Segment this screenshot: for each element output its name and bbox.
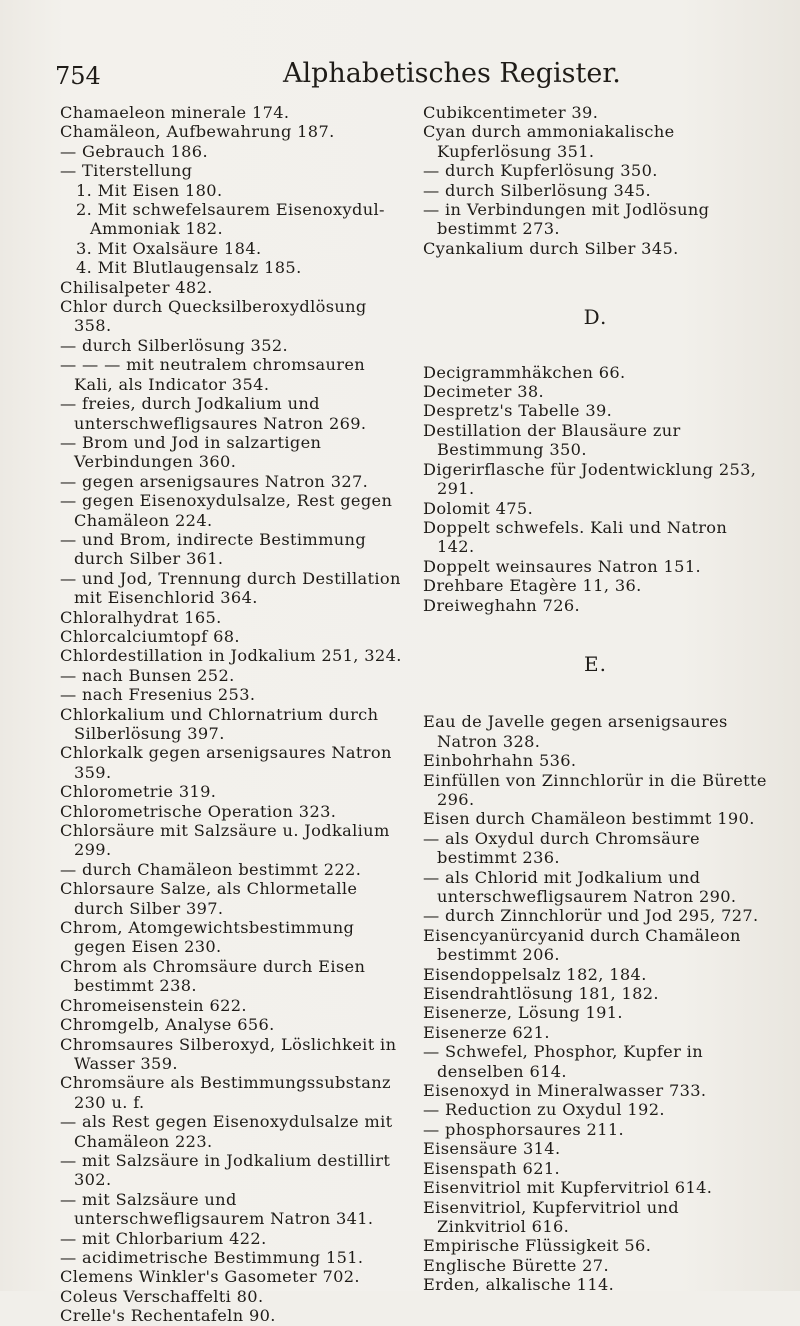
index-entry: — als Oxydul durch Chromsäure bestimmt 236. bbox=[423, 828, 700, 868]
index-entry: — durch Zinnchlorür und Jod 295, 727. bbox=[423, 906, 759, 926]
index-entry: Chamaeleon minerale 174. bbox=[60, 103, 290, 122]
index-entry: Eisen durch Chamäleon bestimmt 190. bbox=[423, 809, 755, 829]
index-entry: — Reduction zu Oxydul 192. bbox=[423, 1100, 665, 1120]
index-entry: Chrom, Atomgewichtsbestimmung gegen Eisen 230. bbox=[60, 918, 355, 957]
index-entry: Cyankalium durch Silber 345. bbox=[423, 238, 679, 258]
section-c-continued bbox=[423, 103, 768, 258]
index-entry: 2. Mit schwefelsaurem Eisenoxydul-Ammoniak 182. bbox=[76, 200, 385, 239]
index-entry: Cubikcentimeter 39. bbox=[423, 103, 599, 122]
index-entry: Drehbare Etagère 11, 36. bbox=[423, 576, 642, 596]
index-entry: Empirische Flüssigkeit 56. bbox=[423, 1236, 652, 1256]
section-d bbox=[423, 363, 768, 615]
index-entry: — — — mit neutralem chromsauren Kali, als Indicator 354. bbox=[60, 355, 366, 394]
index-entry: — mit Chlorbarium 422. bbox=[60, 1228, 267, 1248]
index-entry: Chlordestillation in Jodkalium 251, 324. bbox=[60, 646, 402, 666]
index-entry: Chlor durch Quecksilberoxydlösung 358. bbox=[60, 297, 367, 336]
index-entry: Doppelt weinsaures Natron 151. bbox=[423, 556, 701, 576]
index-entry: — und Brom, indirecte Bestimmung durch Silber 361. bbox=[60, 529, 367, 569]
index-entry: Decimeter 38. bbox=[423, 382, 544, 402]
index-entry: Eisenvitriol mit Kupfervitriol 614. bbox=[423, 1178, 713, 1198]
index-entry: Eisendoppelsalz 182, 184. bbox=[423, 964, 647, 984]
index-entry: Chamäleon, Aufbewahrung 187. bbox=[60, 122, 335, 142]
index-entry: Crelle's Rechentafeln 90. bbox=[60, 1306, 276, 1326]
index-entry: — durch Silberlösung 345. bbox=[423, 180, 652, 200]
index-entry: — in Verbindungen mit Jodlösung bestimmt 273. bbox=[423, 200, 710, 239]
index-entry: Despretz's Tabelle 39. bbox=[423, 401, 613, 421]
index-entry: Erden, alkalische 114. bbox=[423, 1275, 615, 1295]
index-entry: — gegen Eisenoxydulsalze, Rest gegen Chamäleon 224. bbox=[60, 491, 393, 530]
index-entry: Einfüllen von Zinnchlorür in die Bürette 296. bbox=[423, 770, 767, 809]
index-entry: — als Rest gegen Eisenoxydulsalze mit Chamäleon 223. bbox=[60, 1112, 393, 1151]
index-entry: Chlorkalk gegen arsenigsaures Natron 359. bbox=[60, 743, 392, 782]
index-entry: — phosphorsaures 211. bbox=[423, 1119, 624, 1139]
index-entry: — und Jod, Trennung durch Destillation mit Eisenchlorid 364. bbox=[60, 568, 401, 608]
index-entry: 4. Mit Blutlaugensalz 185. bbox=[76, 258, 302, 278]
index-entry: Cyan durch ammoniakalische Kupferlösung 351. bbox=[423, 122, 675, 161]
index-entry: Chlorsaure Salze, als Chlormetalle durch Silber 397. bbox=[60, 879, 358, 918]
index-entry: Dolomit 475. bbox=[423, 498, 534, 518]
index-entry: Eisensäure 314. bbox=[423, 1139, 561, 1159]
index-entry: — freies, durch Jodkalium und unterschwefligsaures Natron 269. bbox=[60, 394, 367, 433]
index-entry: — nach Fresenius 253. bbox=[60, 685, 256, 705]
index-entry: — Gebrauch 186. bbox=[60, 141, 208, 161]
index-entry: Decigrammhäkchen 66. bbox=[423, 362, 626, 382]
section-letter-d: D. bbox=[583, 305, 608, 330]
index-entry: — gegen arsenigsaures Natron 327. bbox=[60, 471, 369, 491]
index-entry: Chlorometrie 319. bbox=[60, 782, 217, 802]
index-entry: Chlorkalium und Chlornatrium durch Silberlösung 397. bbox=[60, 704, 379, 743]
index-entry: — Brom und Jod in salzartigen Verbindungen 360. bbox=[60, 432, 322, 472]
index-entry: Chromsäure als Bestimmungssubstanz 230 u. f. bbox=[60, 1073, 391, 1112]
index-entry: — durch Silberlösung 352. bbox=[60, 335, 289, 355]
index-entry: Eisenspath 621. bbox=[423, 1158, 560, 1178]
index-entry: Eisenerze 621. bbox=[423, 1022, 550, 1042]
index-entry: Digerirflasche für Jodentwicklung 253, 291. bbox=[423, 459, 757, 499]
index-entry: Eisencyanürcyanid durch Chamäleon bestimmt 206. bbox=[423, 925, 741, 965]
index-entry: — nach Bunsen 252. bbox=[60, 665, 235, 685]
index-entry: — mit Salzsäure in Jodkalium destillirt 302. bbox=[60, 1150, 391, 1190]
section-e bbox=[423, 712, 768, 1294]
index-entry: Eisenerze, Lösung 191. bbox=[423, 1003, 623, 1023]
index-entry: Coleus Verschaffelti 80. bbox=[60, 1286, 264, 1306]
index-entry: Eisenvitriol, Kupfervitriol und Zinkvitriol 616. bbox=[423, 1197, 679, 1236]
index-entry: Chlorsäure mit Salzsäure u. Jodkalium 299. bbox=[60, 821, 390, 860]
section-letter-e: E. bbox=[584, 651, 607, 676]
index-entry: Eau de Javelle gegen arsenigsaures Natron 328. bbox=[423, 712, 728, 751]
page-header bbox=[55, 52, 755, 92]
index-entry: — mit Salzsäure und unterschwefligsaurem Natron 341. bbox=[60, 1189, 374, 1229]
index-entry: — durch Chamäleon bestimmt 222. bbox=[60, 859, 362, 879]
index-entry: Chromeisenstein 622. bbox=[60, 995, 247, 1015]
index-entry: — Schwefel, Phosphor, Kupfer in denselben 614. bbox=[423, 1042, 703, 1081]
index-entry: Chlorcalciumtopf 68. bbox=[60, 626, 240, 646]
index-entry: Eisendrahtlösung 181, 182. bbox=[423, 984, 659, 1004]
index-entry: Clemens Winkler's Gasometer 702. bbox=[60, 1267, 360, 1287]
index-entry: Doppelt schwefels. Kali und Natron 142. bbox=[423, 517, 728, 557]
index-entry: Destillation der Blausäure zur Bestimmung 350. bbox=[423, 420, 681, 460]
index-entry: Dreiweghahn 726. bbox=[423, 595, 580, 615]
index-entry: Chilisalpeter 482. bbox=[60, 277, 213, 297]
page-number: 754 bbox=[55, 62, 101, 90]
index-entry: — Titerstellung bbox=[60, 161, 193, 181]
index-entry: Einbohrhahn 536. bbox=[423, 751, 577, 771]
index-entry: — acidimetrische Bestimmung 151. bbox=[60, 1247, 364, 1267]
index-entry: Englische Bürette 27. bbox=[423, 1255, 609, 1275]
index-entry: Chrom als Chromsäure durch Eisen bestimmt 238. bbox=[60, 956, 366, 996]
left-column bbox=[60, 103, 405, 1326]
running-title: Alphabetisches Register. bbox=[283, 58, 621, 89]
index-entry: Chlorometrische Operation 323. bbox=[60, 801, 337, 821]
index-entry: Eisenoxyd in Mineralwasser 733. bbox=[423, 1081, 707, 1101]
right-column bbox=[423, 103, 768, 1295]
index-entry: 3. Mit Oxalsäure 184. bbox=[76, 238, 262, 258]
index-entry: Chromgelb, Analyse 656. bbox=[60, 1015, 275, 1035]
index-entry: — als Chlorid mit Jodkalium und unterschwefligsaurem Natron 290. bbox=[423, 867, 737, 906]
index-entry: 1. Mit Eisen 180. bbox=[76, 180, 223, 200]
index-entry: Chloralhydrat 165. bbox=[60, 607, 222, 627]
index-entry: — durch Kupferlösung 350. bbox=[423, 161, 658, 181]
index-entry: Chromsaures Silberoxyd, Löslichkeit in Wasser 359. bbox=[60, 1034, 397, 1073]
